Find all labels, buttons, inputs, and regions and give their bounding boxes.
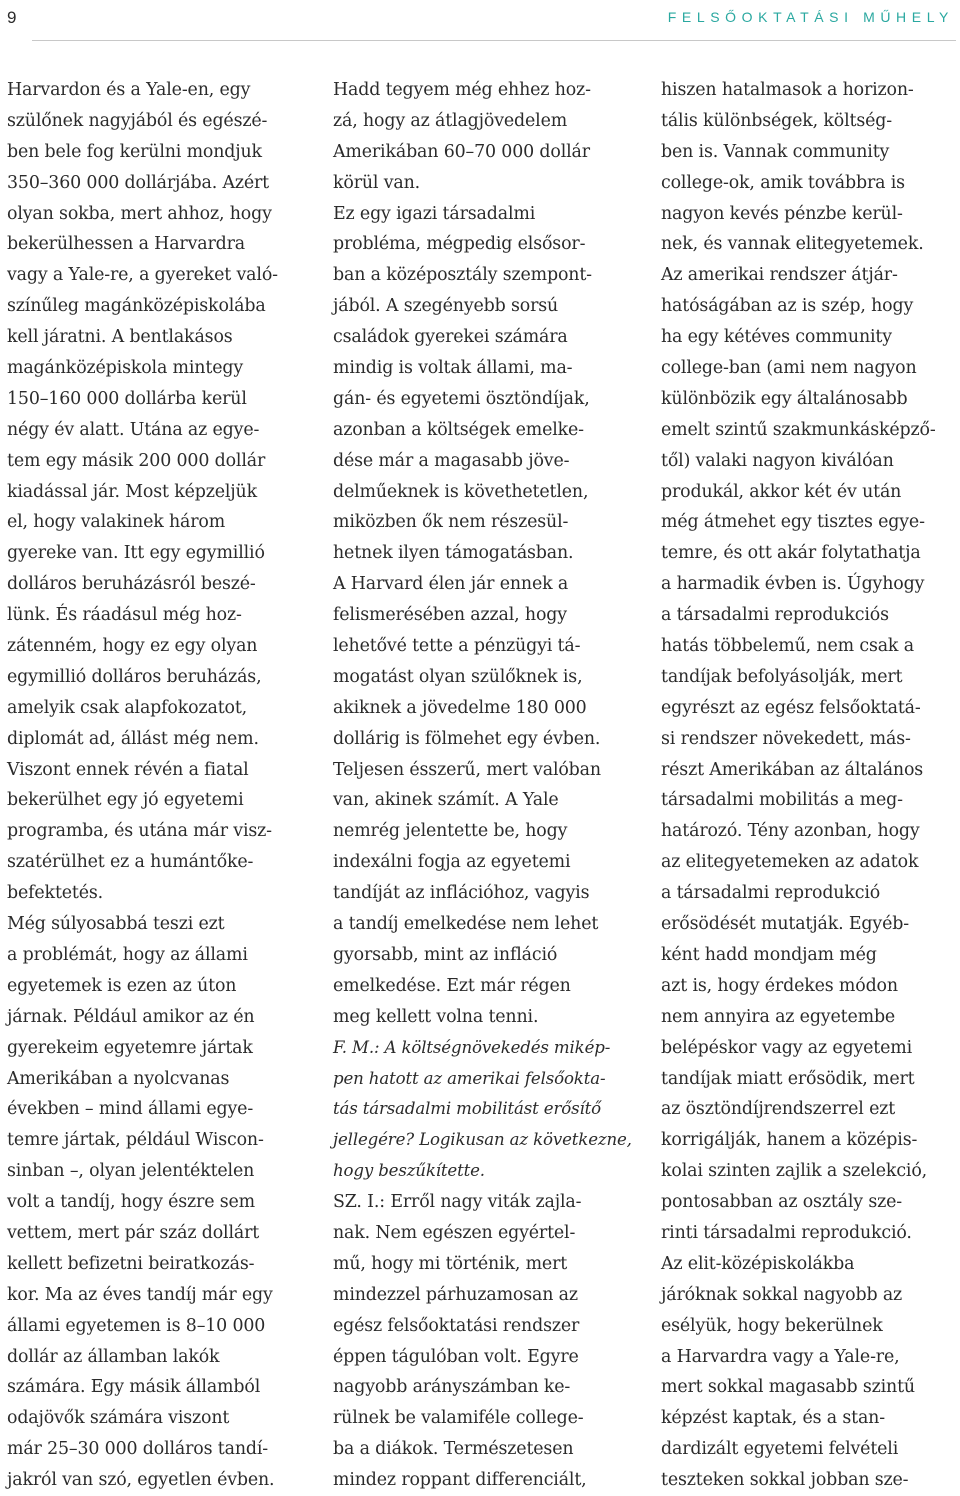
text-line: hiszen hatalmasok a horizon- (661, 80, 914, 100)
text-line: tás társadalmi mobilitást erősítő (333, 1099, 601, 1119)
text-line: kiadással jár. Most képzeljük (7, 481, 257, 502)
text-line: 150–160 000 dollárba kerül (7, 388, 247, 409)
text-line: gán- és egyetemi ösztöndíjak, (333, 388, 590, 409)
text-line: gyereke van. Itt egy egymillió (7, 543, 265, 564)
text-line: családok gyerekei számára (333, 327, 568, 348)
text-line: társadalmi mobilitás a meg- (661, 790, 903, 811)
text-line: lünk. És ráadásul még hoz- (7, 605, 242, 626)
text-line: vagy a Yale-re, a gyereket való- (7, 265, 278, 286)
text-line: college-ban (ami nem nagyon (661, 358, 917, 379)
text-line: kellett befizetni beiratkozás- (7, 1253, 255, 1274)
text-line: nemrég jelentette be, hogy (333, 821, 568, 842)
text-line: sinban –, olyan jelentéktelen (7, 1161, 255, 1182)
text-line: járóknak sokkal nagyobb az (661, 1284, 903, 1305)
text-line: jakról van szó, egyetlen évben. (7, 1470, 275, 1491)
text-line: bekerülhet egy jó egyetemi (7, 790, 244, 811)
text-line: dolláros beruházásról beszé- (7, 574, 256, 595)
text-line: kor. Ma az éves tandíj már egy (7, 1284, 273, 1305)
text-line: pontosabban az osztály sze- (661, 1192, 903, 1213)
text-line: nem annyira az egyetembe (661, 1006, 896, 1027)
text-line: dollárig is fölmehet egy évben. (333, 728, 601, 749)
text-line: Hadd tegyem még ehhez hoz- (333, 80, 591, 100)
text-line: mindezzel párhuzamosan az (333, 1284, 578, 1305)
text-line: delműeknek is követhetetlen, (333, 481, 589, 502)
text-line: Amerikában 60–70 000 dollár (333, 141, 590, 162)
text-line: Teljesen ésszerű, mert valóban (333, 759, 601, 780)
text-line: a problémát, hogy az állami (7, 944, 248, 965)
text-line: éppen tágulóban volt. Egyre (333, 1346, 579, 1367)
text-line: indexálni fogja az egyetemi (333, 852, 571, 873)
text-line: probléma, mégpedig elsősor- (333, 234, 586, 255)
text-line: mű, hogy mi történik, mert (333, 1253, 568, 1274)
text-line: ban a középosztály szempont- (333, 265, 592, 286)
text-line: college-ok, amik továbbra is (661, 172, 905, 193)
text-line: meg kellett volna tenni. (333, 1006, 539, 1027)
text-line: tandíját az inflációhoz, vagyis (333, 883, 590, 904)
text-line: van, akinek számít. A Yale (333, 790, 559, 811)
text-line: mindez roppant differenciált, (333, 1470, 587, 1491)
text-line: egész felsőoktatási rendszer (333, 1315, 580, 1336)
text-line: azt is, hogy érdekes módon (661, 975, 898, 996)
text-line: azonban a költségek emelke- (333, 419, 584, 440)
text-line: részt Amerikában az általános (661, 759, 924, 780)
text-line: képzést kaptak, és a stan- (661, 1408, 885, 1429)
page-number: 9 (7, 8, 17, 27)
text-line: ben is. Vannak community (661, 141, 890, 162)
text-line: a Harvardra vagy a Yale-re, (661, 1346, 900, 1367)
text-line: Amerikában a nyolcvanas (7, 1068, 230, 1089)
text-line: miközben ők nem részesül- (333, 512, 569, 533)
text-line: el, hogy valakinek három (7, 512, 226, 533)
text-line: egymillió dolláros beruházás, (7, 666, 262, 687)
text-line: nagyobb arányszámban ke- (333, 1377, 571, 1398)
text-line: az elitegyetemeken az adatok (661, 852, 919, 873)
text-line: hatás többelemű, nem csak a (661, 636, 914, 657)
header-rule (32, 40, 956, 41)
text-line: akiknek a jövedelme 180 000 (333, 697, 587, 718)
text-line: kell járatni. A bentlakásos (7, 327, 233, 348)
text-line: színűleg magánközépiskolába (7, 296, 266, 317)
running-head: FELSŐOKTATÁSI MŰHELY (667, 9, 954, 25)
text-line: években – mind állami egye- (7, 1099, 254, 1120)
text-line: dardizált egyetemi felvételi (661, 1439, 899, 1460)
text-line: rülnek be valamiféle college- (333, 1408, 584, 1429)
text-line: amelyik csak alapfokozatot, (7, 697, 248, 718)
text-line: emelt szintű szakmunkásképző- (661, 419, 936, 440)
text-line: a társadalmi reprodukció (661, 883, 881, 904)
text-line: Az amerikai rendszer átjár- (661, 265, 898, 286)
text-line: belépéskor vagy az egyetemi (661, 1037, 913, 1058)
text-line: mogatást olyan szülőknek is, (333, 666, 583, 687)
text-line: mindig is voltak állami, ma- (333, 358, 573, 379)
text-line: Az elit-középiskolákba (661, 1253, 855, 1274)
text-line: jából. A szegényebb sorsú (333, 296, 559, 317)
text-line: odajövők számára viszont (7, 1408, 230, 1429)
text-line: ha egy kétéves community (661, 327, 892, 348)
text-line: hatóságában az is szép, hogy (661, 296, 914, 317)
text-line: kolai szinten zajlik a szelekció, (661, 1161, 928, 1182)
text-line: zátenném, hogy ez egy olyan (7, 636, 258, 657)
text-column-1 (7, 75, 312, 1496)
text-line: produkál, akkor két év után (661, 481, 902, 502)
text-line: egyrészt az egész felsőoktatá- (661, 697, 921, 718)
text-line: tandíjak befolyásolják, mert (661, 666, 903, 687)
text-line: még átmehet egy tisztes egye- (661, 512, 925, 533)
text-line: teszteken sokkal jobban sze- (661, 1470, 909, 1491)
text-line: hetnek ilyen támogatásban. (333, 543, 574, 564)
text-line: olyan sokba, mert ahhoz, hogy (7, 203, 272, 224)
text-line: tandíjak miatt erősödik, mert (661, 1068, 915, 1089)
text-line: SZ. I.: Erről nagy viták zajla- (333, 1192, 582, 1213)
text-line: jellegére? Logikusan az következne, (333, 1130, 632, 1150)
text-line: rinti társadalmi reprodukció. (661, 1222, 912, 1243)
text-line: négy év alatt. Utána az egye- (7, 419, 260, 440)
text-line: a társadalmi reprodukciós (661, 605, 889, 626)
text-line: hogy beszűkítette. (333, 1161, 485, 1181)
text-line: ba a diákok. Természetesen (333, 1439, 574, 1460)
text-line: a harmadik évben is. Úgyhogy (661, 574, 925, 595)
text-line: Még súlyosabbá teszi ezt (7, 914, 225, 935)
text-line: lehetővé tette a pénzügyi tá- (333, 636, 581, 657)
text-line: dése már a magasabb jöve- (333, 450, 570, 471)
text-column-2 (333, 75, 638, 1496)
text-line: esélyük, hogy bekerülnek (661, 1315, 883, 1336)
text-line: dollár az államban lakók (7, 1346, 220, 1367)
text-column-3 (661, 75, 960, 1496)
text-line: befektetés. (7, 883, 104, 904)
text-line: programba, és utána már visz- (7, 821, 272, 842)
text-line: erősödését mutatják. Egyéb- (661, 914, 909, 935)
text-line: állami egyetemen is 8–10 000 (7, 1315, 266, 1336)
text-line: pen hatott az amerikai felsőokta- (333, 1068, 606, 1088)
text-line: vettem, mert pár száz dollárt (7, 1222, 260, 1243)
text-line: zá, hogy az átlagjövedelem (333, 110, 568, 131)
text-line: egyetemek is ezen az úton (7, 975, 237, 996)
text-line: 350–360 000 dollárjába. Azért (7, 172, 270, 193)
text-line: ben bele fog kerülni mondjuk (7, 141, 262, 162)
text-line: szülőnek nagyjából és egészé- (7, 110, 268, 131)
text-line: tem egy másik 200 000 dollár (7, 450, 266, 471)
text-line: a tandíj emelkedése nem lehet (333, 914, 599, 935)
text-line: felismerésében azzal, hogy (333, 605, 567, 626)
text-line: emelkedése. Ezt már régen (333, 975, 571, 996)
text-line: határozó. Tény azonban, hogy (661, 821, 920, 842)
text-line: tális különbségek, költség- (661, 110, 893, 131)
text-line: körül van. (333, 172, 421, 193)
text-line: ként hadd mondjam még (661, 944, 877, 965)
text-line: nek, és vannak elitegyetemek. (661, 234, 924, 255)
text-line: nagyon kevés pénzbe kerül- (661, 203, 903, 224)
text-line: F. M.: A költségnövekedés mikép- (333, 1037, 611, 1057)
text-line: Harvardon és a Yale-en, egy (7, 80, 251, 100)
text-line: korrigálják, hanem a középis- (661, 1130, 918, 1151)
text-line: volt a tandíj, hogy észre sem (7, 1192, 255, 1213)
text-line: mert sokkal magasabb szintű (661, 1377, 915, 1398)
text-line: temre jártak, például Wiscon- (7, 1130, 264, 1151)
text-line: Ez egy igazi társadalmi (333, 203, 536, 224)
text-line: től) valaki nagyon kiválóan (661, 450, 894, 471)
text-line: szatérülhet ez a humántőke- (7, 852, 254, 873)
text-line: járnak. Például amikor az én (7, 1006, 255, 1027)
text-line: nak. Nem egészen egyértel- (333, 1222, 576, 1243)
text-line: magánközépiskola mintegy (7, 358, 243, 379)
text-line: gyorsabb, mint az infláció (333, 944, 558, 965)
text-line: Viszont ennek révén a fiatal (7, 759, 249, 780)
text-line: bekerülhessen a Harvardra (7, 234, 246, 255)
text-line: az ösztöndíjrendszerrel ezt (661, 1099, 896, 1120)
text-line: számára. Egy másik államból (7, 1377, 261, 1398)
text-line: A Harvard élen jár ennek a (333, 574, 569, 595)
text-line: temre, és ott akár folytathatja (661, 543, 921, 564)
text-line: gyerekeim egyetemre jártak (7, 1037, 253, 1058)
text-line: különbözik egy általánosabb (661, 388, 908, 409)
text-line: diplomát ad, állást még nem. (7, 728, 259, 749)
text-line: si rendszer növekedett, más- (661, 728, 911, 749)
text-line: már 25–30 000 dolláros tandí- (7, 1439, 269, 1460)
